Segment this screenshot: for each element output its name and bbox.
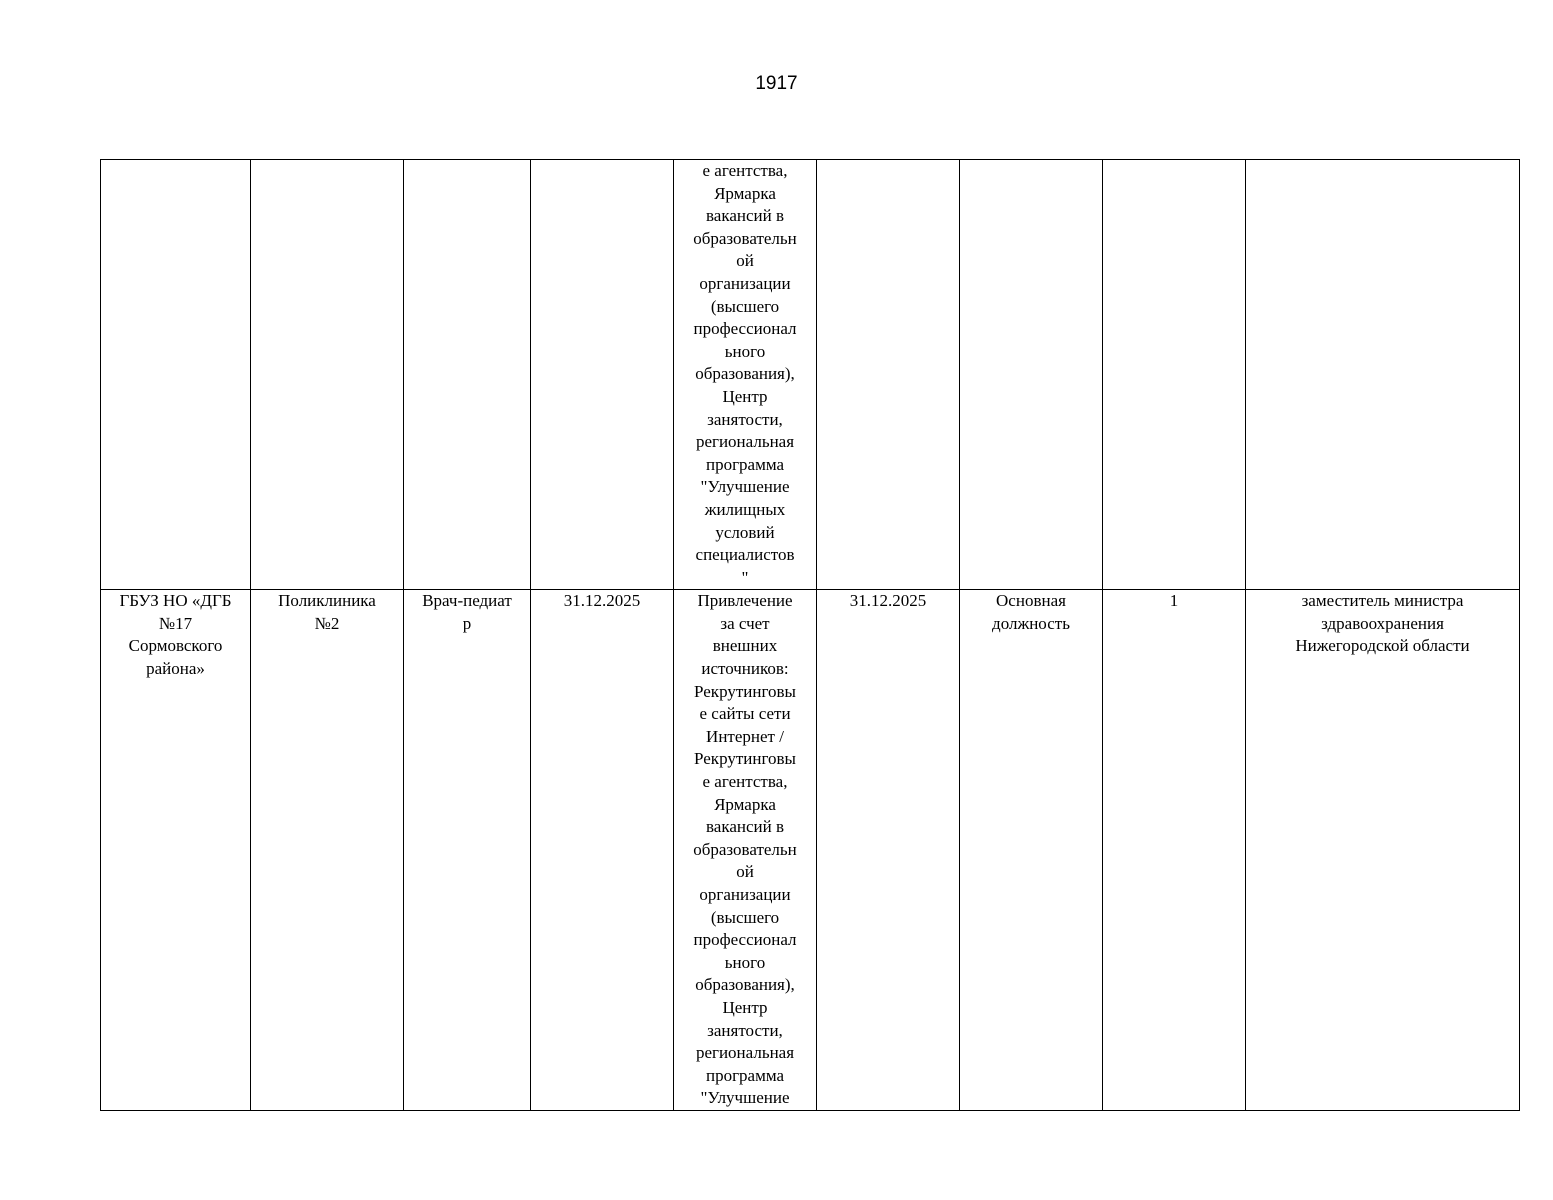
count-cell — [1103, 160, 1246, 590]
responsible-cell — [1246, 590, 1520, 1111]
responsible-text: заместитель министра здравоохранения Нижегородской области — [1295, 591, 1470, 656]
department-cell — [251, 590, 404, 1111]
sources-text: Привлечение за счет внешних источников: Рекрутинговы е сайты сети Интернет / Рекрутинговы е агентства, Ярмарка вакансий в образовательн ой организации (высшего профессионал ьного образования), Центр занятости, региональная программа "Улучшение — [693, 591, 797, 1108]
job-type-cell — [960, 590, 1103, 1111]
count-text: 1 — [1169, 591, 1179, 611]
position-cell — [404, 590, 531, 1111]
date-cell — [817, 590, 960, 1111]
page-number: 1917 — [755, 73, 798, 94]
position-text: Врач-педиат р — [422, 591, 512, 633]
staffing-table — [100, 159, 1520, 1111]
job-type-cell — [960, 160, 1103, 590]
deadline-cell — [531, 590, 674, 1111]
sources-cell — [674, 160, 817, 590]
deadline-cell — [531, 160, 674, 590]
sources-cell — [674, 590, 817, 1111]
department-cell — [251, 160, 404, 590]
job-type-text: Основная должность — [992, 591, 1070, 633]
sources-text: е агентства, Ярмарка вакансий в образовательн ой организации (высшего профессионал ьного образования), Центр занятости, региональная программа "Улучшение жилищных условий специалистов " — [693, 161, 797, 587]
table-row — [101, 590, 1520, 1111]
responsible-cell — [1246, 160, 1520, 590]
department-text: Поликлиника №2 — [278, 591, 376, 633]
date-cell — [817, 160, 960, 590]
date-text: 31.12.2025 — [849, 591, 927, 611]
organization-cell — [101, 590, 251, 1111]
position-cell — [404, 160, 531, 590]
organization-text: ГБУЗ НО «ДГБ №17 Сормовского района» — [119, 591, 232, 679]
deadline-text: 31.12.2025 — [563, 591, 641, 611]
organization-cell — [101, 160, 251, 590]
count-cell — [1103, 590, 1246, 1111]
table-row — [101, 160, 1520, 590]
